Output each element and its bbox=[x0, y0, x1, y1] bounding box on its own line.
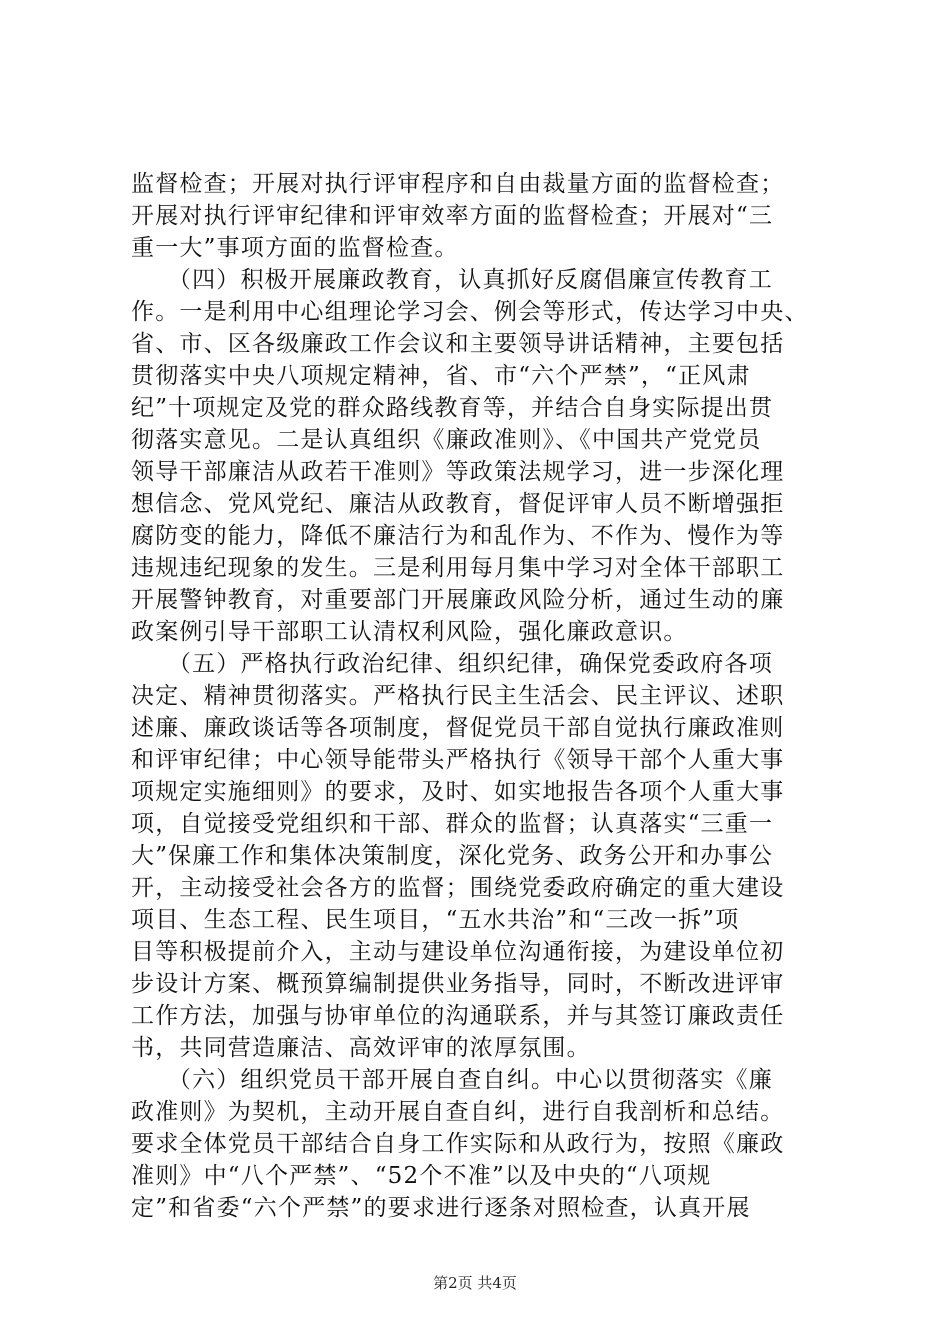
text-line: 项目、生态工程、民生项目，“五水共治”和“三改一拆”项 bbox=[131, 907, 740, 933]
text-line: 决定、精神贯彻落实。严格执行民主生活会、民主评议、述职 bbox=[131, 683, 785, 709]
text-line: 领导干部廉洁从政若干准则》等政策法规学习，进一步深化理 bbox=[131, 459, 785, 485]
text-line: 监督检查；开展对执行评审程序和自由裁量方面的监督检查； bbox=[131, 171, 785, 197]
text-line: 想信念、党风党纪、廉洁从政教育，督促评审人员不断增强拒 bbox=[131, 491, 785, 517]
text-line: 政准则》为契机，主动开展自查自纠，进行自我剖析和总结。 bbox=[131, 1099, 785, 1125]
text-line: 省、市、区各级廉政工作会议和主要领导讲话精神，主要包括 bbox=[131, 331, 785, 357]
text-line: 开展警钟教育，对重要部门开展廉政风险分析，通过生动的廉 bbox=[131, 587, 785, 613]
text-line: 贯彻落实中央八项规定精神，省、市“六个严禁”，“正风肃 bbox=[131, 363, 751, 389]
text-line: 腐防变的能力，降低不廉洁行为和乱作为、不作为、慢作为等 bbox=[131, 523, 785, 549]
body-text bbox=[131, 168, 831, 1224]
text-line: 纪”十项规定及党的群众路线教育等，并结合自身实际提出贯 bbox=[131, 395, 774, 421]
text-line: 开展对执行评审纪律和评审效率方面的监督检查；开展对“三 bbox=[131, 203, 774, 229]
text-line: 工作方法，加强与协审单位的沟通联系，并与其签订廉政责任 bbox=[131, 1003, 785, 1029]
text-line: 准则》中“八个严禁”、“52个不准”以及中央的“八项规 bbox=[131, 1163, 712, 1189]
text-line: 要求全体党员干部结合自身工作实际和从政行为，按照《廉政 bbox=[131, 1131, 785, 1157]
page-footer: 第2页 共4页 bbox=[433, 1274, 517, 1292]
text-line: 书，共同营造廉洁、高效评审的浓厚氛围。 bbox=[131, 1035, 591, 1061]
text-line: 定”和省委“六个严禁”的要求进行逐条对照检查，认真开展 bbox=[131, 1195, 751, 1221]
text-line: （五）严格执行政治纪律、组织纪律，确保党委政府各项 bbox=[131, 651, 773, 677]
text-line: （六）组织党员干部开展自查自纠。中心以贯彻落实《廉 bbox=[131, 1067, 773, 1093]
text-line: 述廉、廉政谈话等各项制度，督促党员干部自觉执行廉政准则 bbox=[131, 715, 785, 741]
text-line: 重一大”事项方面的监督检查。 bbox=[131, 235, 459, 261]
text-line: 目等积极提前介入，主动与建设单位沟通衔接，为建设单位初 bbox=[131, 939, 785, 965]
text-line: 彻落实意见。二是认真组织《廉政准则》、《中国共产党党员 bbox=[131, 427, 762, 453]
text-line: 项规定实施细则》的要求，及时、如实地报告各项个人重大事 bbox=[131, 779, 785, 805]
text-line: （四）积极开展廉政教育，认真抓好反腐倡廉宣传教育工 bbox=[131, 267, 773, 293]
text-line: 作。一是利用中心组理论学习会、例会等形式，传达学习中央、 bbox=[131, 299, 809, 325]
text-line: 步设计方案、概预算编制提供业务指导，同时，不断改进评审 bbox=[131, 971, 785, 997]
text-line: 违规违纪现象的发生。三是利用每月集中学习对全体干部职工 bbox=[131, 555, 785, 581]
text-line: 和评审纪律；中心领导能带头严格执行《领导干部个人重大事 bbox=[131, 747, 785, 773]
text-line: 项，自觉接受党组织和干部、群众的监督；认真落实“三重一 bbox=[131, 811, 774, 837]
text-line: 大”保廉工作和集体决策制度，深化党务、政务公开和办事公 bbox=[131, 843, 774, 869]
text-line: 政案例引导干部职工认清权利风险，强化廉政意识。 bbox=[131, 619, 688, 645]
text-line: 开，主动接受社会各方的监督；围绕党委政府确定的重大建设 bbox=[131, 875, 785, 901]
